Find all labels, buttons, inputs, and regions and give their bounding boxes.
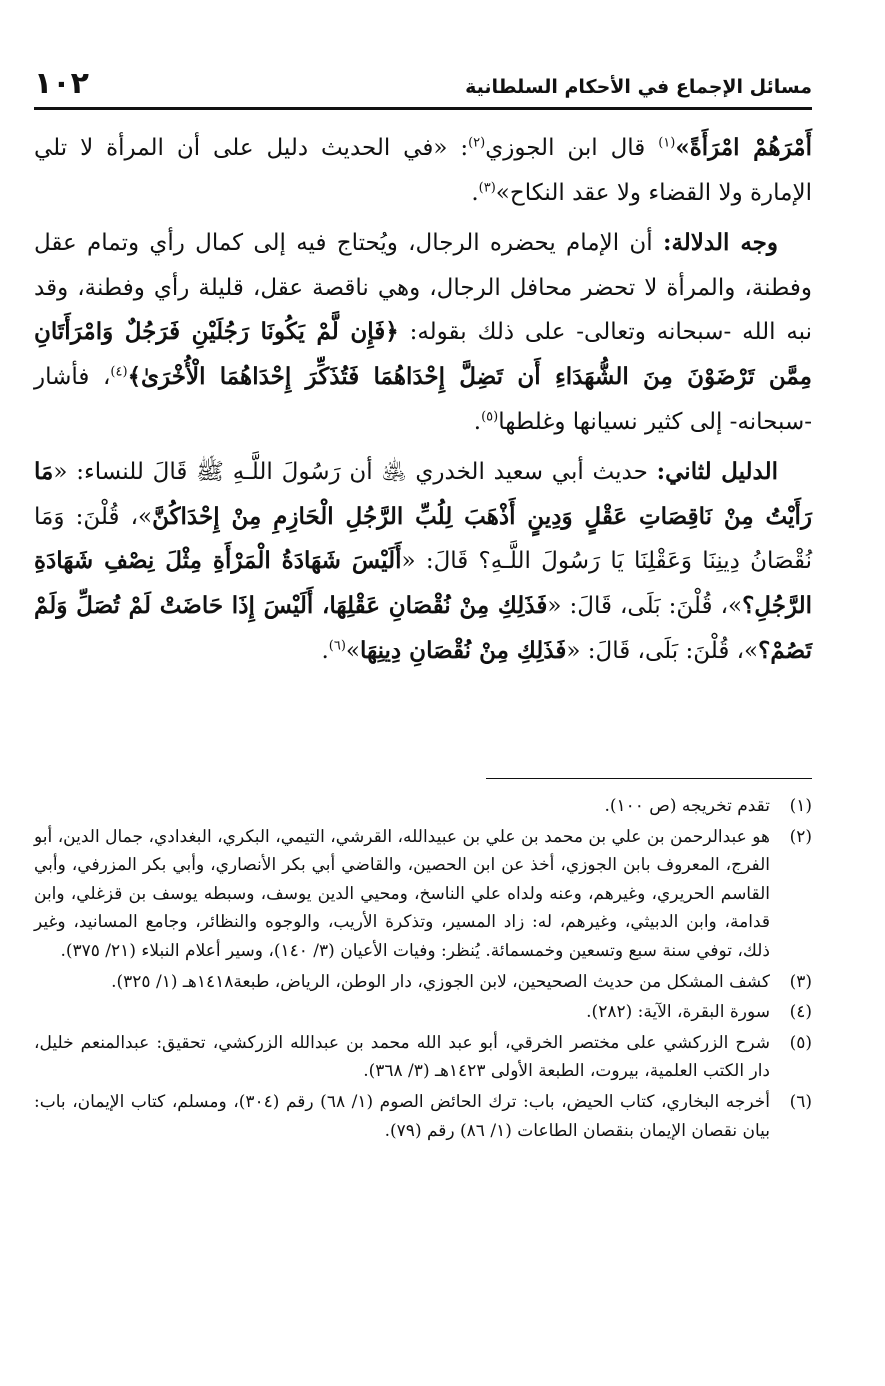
footnote-item [34, 998, 812, 1027]
footnote-number: (٢) [789, 826, 812, 847]
paragraph-2-label: وجه الدلالة: [662, 229, 778, 257]
footnote-text: هو عبدالرحمن بن علي بن محمد بن علي بن عبيدالله، القرشي، التيمي، البكري، البغدادي، جمال الدين، أبو الفرج، المعروف بابن الجوزي، أخذ عن ابن الحصين، والقاضي أبي بكر الأنصاري، وأبي بكر المزرفي، وأبي القاسم الحريري، وغيرهم، وعنه ولداه علي الناسخ، ومحيي الدين يوسف، وسبطه يوسف بن قزغلي، وابن قدامة، وابن الدبيثي، وغيرهم، له: زاد المسير، وتذكرة الأريب، والوجوه والنظائر، وجامع المسانيد، وغير ذلك، توفي سنة سبع وتسعين وخمسمائة. يُنظر: وفيات الأعيان (٣/ ١٤٠)، وسير أعلام النبلاء (٢١/ ٣٧٥). [34, 826, 770, 961]
footnote-text: أخرجه البخاري، كتاب الحيض، باب: ترك الحائض الصوم (١/ ٦٨) رقم (٣٠٤)، ومسلم، كتاب الإيمان، باب: بيان نقصان الإيمان بنقصان الطاعات (١/ ٨٦) رقم (٧٩). [34, 1091, 770, 1141]
footnotes [34, 792, 812, 1147]
footnote-item [34, 1029, 812, 1086]
footnote-number: (٣) [789, 971, 812, 992]
paragraph-3-text-b: »، قُلْنَ: وَمَا نُقْصَانُ دِينِنَا وَعَقْلِنَا يَا رَسُولَ اللَّـهِ؟ قَالَ: « [34, 503, 812, 575]
paragraph-3 [34, 450, 812, 673]
paragraph-2-end: . [473, 408, 482, 435]
hadith-text-2: أَلَيْسَ شَهَادَةُ الْمَرْأَةِ مِثْلَ نِصْفِ شَهَادَةِ الرَّجُلِ؟ [34, 547, 812, 619]
paragraph-3-text-d: »، قُلْنَ: بَلَى، قَالَ: « [566, 637, 759, 664]
footnote-item [34, 792, 812, 821]
footnote-ref-4: (٤) [110, 364, 128, 380]
footnote-number: (٥) [789, 1032, 812, 1053]
paragraph-2 [34, 221, 812, 444]
paragraph-3-end: . [321, 637, 329, 664]
paragraph-3-text-a: حديث أبي سعيد الخدري ﵁ أن رَسُولَ اللَّـهِ ﷺ قَالَ للنساء: « [53, 459, 657, 486]
paragraph-1-end: . [471, 179, 479, 206]
footnote-ref-2: (٢) [468, 135, 486, 151]
main-text [34, 126, 812, 679]
hadith-text-4: فَذَلِكِ مِنْ نُقْصَانِ دِينِهَا [359, 636, 567, 664]
page-header [34, 62, 812, 110]
paragraph-3-text-e: » [345, 637, 360, 664]
hadith-text-1: مَا رَأَيْتُ مِنْ نَاقِصَاتِ عَقْلٍ وَدِينٍ أَذْهَبَ لِلُبِّ الرَّجُلِ الْحَازِمِ مِنْ إِحْدَاكُنَّ [34, 458, 812, 530]
paragraph-3-text-c: »، قُلْنَ: بَلَى، قَالَ: « [547, 592, 743, 619]
quran-verse: ﴿فَإِن لَّمْ يَكُونَا رَجُلَيْنِ فَرَجُلٌ وَامْرَأَتَانِ مِمَّن تَرْضَوْنَ مِنَ الشُّهَدَاءِ أَن تَضِلَّ إِحْدَاهُمَا فَتُذَكِّرَ إِحْدَاهُمَا الْأُخْرَىٰ﴾ [34, 318, 812, 390]
hadith-text-3: فَذَلِكِ مِنْ نُقْصَانِ عَقْلِهَا، أَلَيْسَ إِذَا حَاضَتْ لَمْ تُصَلِّ وَلَمْ تَصُمْ؟ [34, 591, 812, 664]
footnote-text: كشف المشكل من حديث الصحيحين، لابن الجوزي، دار الوطن، الرياض، طبعة١٤١٨هـ (١/ ٣٢٥). [111, 971, 770, 992]
page-number: ١٠٢ [34, 66, 89, 101]
footnote-item [34, 823, 812, 966]
paragraph-1-text-a: قال ابن الجوزي [485, 135, 659, 161]
footnote-ref-5: (٥) [481, 408, 499, 424]
footnote-text: سورة البقرة، الآية: (٢٨٢). [586, 1002, 770, 1023]
footnote-separator [486, 778, 812, 779]
paragraph-2-text-b: ، فأشار -سبحانه- إلى كثير نسيانها وغلطها [34, 363, 812, 435]
footnote-ref-6: (٦) [328, 637, 346, 653]
footnote-number: (٦) [789, 1091, 812, 1112]
footnote-item [34, 968, 812, 997]
footnote-item [34, 1088, 812, 1145]
footnote-number: (٤) [789, 1002, 812, 1023]
paragraph-1-text-b: : «في الحديث دليل على أن المرأة لا تلي الإمارة ولا القضاء ولا عقد النكاح» [34, 135, 812, 206]
footnote-number: (١) [789, 796, 812, 816]
footnote-text: شرح الزركشي على مختصر الخرقي، أبو عبد الله محمد بن عبدالله الزركشي، تحقيق: عبدالمنعم خليل، دار الكتب العلمية، بيروت، الطبعة الأولى ١٤٢٣هـ (٣/ ٣٦٨). [34, 1032, 770, 1082]
paragraph-3-label: الدليل لثاني: [656, 458, 778, 486]
hadith-ending: أَمْرَهُمْ امْرَأَةً» [675, 134, 812, 161]
footnote-ref-1: (١) [658, 135, 676, 151]
footnote-text: تقدم تخريجه (ص ١٠٠). [604, 796, 770, 816]
footnote-ref-3: (٣) [478, 179, 496, 195]
paragraph-2-text-a: أن الإمام يحضره الرجال، ويُحتاج فيه إلى كمال رأي وتمام عقل وفطنة، والمرأة لا تحضر محافل الرجال، وهي ناقصة عقل، قليلة رأي وفطنة، وقد نبه الله -سبحانه وتعالى- على ذلك بقوله: [34, 230, 812, 346]
paragraph-1 [34, 126, 812, 215]
running-title: مسائل الإجماع في الأحكام السلطانية [465, 76, 812, 98]
